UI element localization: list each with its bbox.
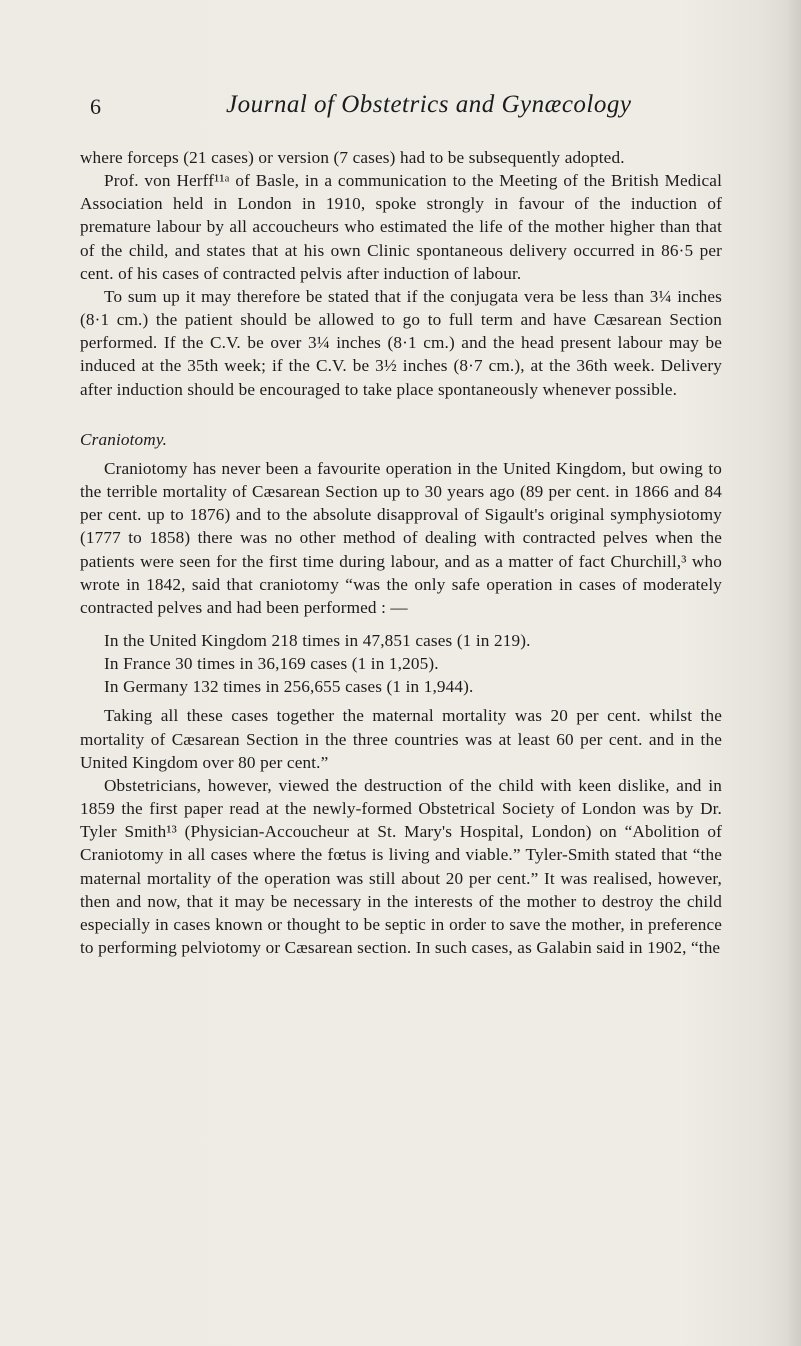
page-edge-shadow (787, 0, 801, 1346)
running-title: Journal of Obstetrics and Gynæcology (226, 91, 632, 118)
paragraph-summary: To sum up it may therefore be stated that if the conjugata vera be less than 3¼ inches (8·1 cm.) the patient should be allowed to go to full term and have Cæsarean Section performed. If the C.V. be over 3¼ inches (8·1 cm.) and the head present labour may be induced at the 35th week; if the C.V. be 3½ inches (8·7 cm.), at the 36th week. Delivery after induction should be encouraged to take place spontaneously whenever possible. (80, 286, 722, 399)
paragraph-von-herff: Prof. von Herff¹¹ᵃ of Basle, in a communication to the Meeting of the British Medical Association held in London in 1910, spoke strongly in favour of the induction of premature labour by all accoucheurs who estimated the life of the mother higher than that of the child, and states that at his own Clinic spontaneous delivery occurred in 86·5 per cent. of his cases of contracted pelvis after induction of labour. (80, 171, 722, 283)
page-number: 6 (90, 94, 101, 119)
article-body (80, 146, 722, 959)
paragraph-maternal-mortality: Taking all these cases together the maternal mortality was 20 per cent. whilst the mortality of Cæsarean Section in the three countries was at least 60 per cent. and in the United Kingdom over 80 per cent.” (80, 706, 722, 772)
paragraph-continuation: where forceps (21 cases) or version (7 cases) had to be subsequently adopted. (80, 148, 625, 167)
statistic-germany: In Germany 132 times in 256,655 cases (1 in 1,944). (104, 677, 474, 697)
paragraph-craniotomy-history: Craniotomy has never been a favourite operation in the United Kingdom, but owing to the terrible mortality of Cæsarean Section up to 30 years ago (89 per cent. in 1866 and 84 per cent. up to 1876) and to the absolute disapproval of Sigault's original symphysiotomy (1777 to 1858) there was no other method of dealing with contracted pelves when the patients were seen for the first time during labour, and as a matter of fact Churchill,³ who wrote in 1842, said that craniotomy “was the only safe operation in cases of moderately contracted pelves and had been performed : — (80, 458, 722, 617)
page-header (90, 91, 720, 128)
section-heading-craniotomy: Craniotomy. (80, 429, 168, 449)
statistic-united-kingdom: In the United Kingdom 218 times in 47,851 cases (1 in 219). (104, 630, 531, 650)
statistic-france: In France 30 times in 36,169 cases (1 in 1,205). (104, 654, 439, 674)
paragraph-obstetricians: Obstetricians, however, viewed the destruction of the child with keen dislike, and in 1859 the first paper read at the newly-formed Obstetrical Society of London was by Dr. Tyler Smith¹³ (Physician-Accoucheur at St. Mary's Hospital, London) on “Abolition of Craniotomy in all cases where the fœtus is living and viable.” Tyler-Smith stated that “the maternal mortality of the operation was still about 20 per cent.” It was realised, however, then and now, that it may be necessary in the interests of the mother to destroy the child especially in cases known or thought to be septic in order to save the mother, in preference to performing pelviotomy or Cæsarean section. In such cases, as Galabin said in 1902, “the (80, 775, 722, 957)
statistics-list (80, 629, 722, 698)
